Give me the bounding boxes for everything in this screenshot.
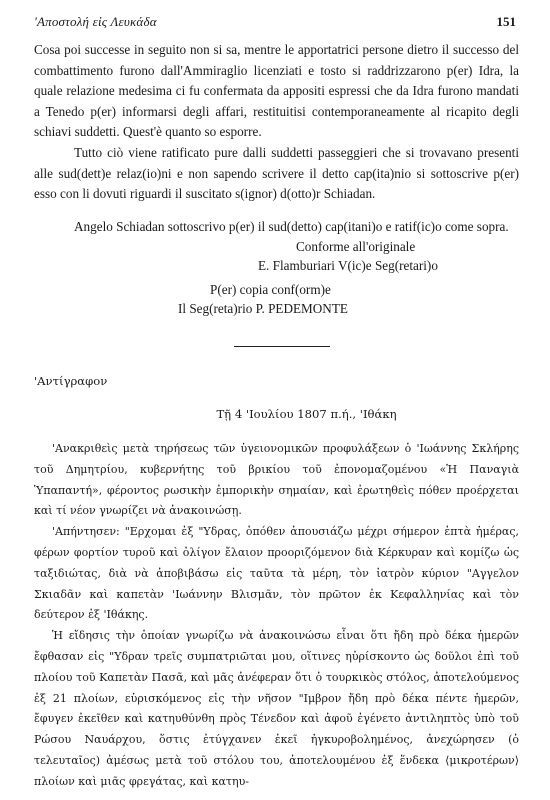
greek-dateline: Τῇ 4 'Ιουλίου 1807 π.ή., 'Ιθάκη	[216, 407, 397, 422]
vice-secretary-line: E. Flamburiari V(ic)e Seg(retari)o	[258, 258, 438, 274]
copy-line: P(er) copia conf(orm)e	[210, 282, 331, 298]
running-head: 'Αποστολή εἰς Λευκάδα	[34, 14, 157, 29]
italian-paragraph-1: Cosa poi successe in seguito non si sa, mentre le apportatrici persone dietro il successo del combattimento furono dall'Ammiraglio licenziati e tosto si raddrizzarono p(er) Idra, la quale relazione medesima ci fu confermata da appositi espressi che da Idra furono mandati a Tenedo p(er) informarsi degli affari, restituitisi contemporaneamente al ricapito degli schiavi suddetti. Quest'è quanto so esporre.	[34, 42, 519, 140]
page-header	[34, 14, 516, 32]
certification-block	[34, 237, 519, 318]
greek-paragraph-3: Ἡ εἴδησις τὴν ὁποίαν γνωρίζω νὰ ἀνακοινώσω εἶναι ὅτι ἤδη πρὸ δέκα ἡμερῶν ἔφθασαν εἰς "Υδραν τρεῖς συμπατριῶται μου, οἵτινες ηὑρίσκοντο ὡς δοῦλοι ἐπὶ τοῦ πλοίου τοῦ Καπετὰν Πασᾶ, καὶ μᾶς ἀνέφεραν ὅτι ὁ τουρκικὸς στόλος, ἀποτελούμενος ἐξ 21 πλοίων, εὑρισκόμενος εἰς τὴν νῆσον "Ιμβρον ἤδη πρὸ δέκα πέντε ἡμερῶν, ἔφυγεν ἐκεῖθεν καὶ κατηυθύνθη πρὸς Τένεδον καὶ ἀφοῦ ἐγένετο ἀντιληπτὸς ὑπὸ τοῦ Ρώσου Ναυάρχου, ὅστις ἐτύγχανεν ἐκεῖ ἠγκυροβολημένος, ἀνεχώρησεν (ὁ τελευταῖος) ἀμέσως μετὰ τοῦ στόλου του, ἀποτελουμένου ἐξ ἕνδεκα ⟨μικροτέρων⟩ πλοίων καὶ μιᾶς φρεγάτας, καὶ κατηυ-	[34, 629, 519, 788]
conforme-line: Conforme all'originale	[296, 239, 416, 255]
greek-section	[34, 371, 519, 792]
secretary-line: Il Seg(reta)rio P. PEDEMONTE	[178, 301, 348, 317]
greek-heading: 'Αντίγραφον	[34, 374, 108, 389]
greek-paragraph-2: 'Απήντησεν: "Ερχομαι ἐξ "Υδρας, ὁπόθεν ἀπουσιάζω μέχρι σήμερον ἑπτὰ ἡμέρας, φέρων φορτίον τυροῦ καὶ ὀλίγον ἔλαιον προοριζόμενον διὰ Κέρκυραν καὶ κομίζω ὡς ταξιδιώτας, διὰ νὰ ἀποβιβάσω εἰς ταῦτα τὰ μέρη, τὸν ἰατρὸν κύριον "Αγγελον Σκιαδᾶν καὶ καπετὰν 'Ιωάννην Βλισμᾶν, τὸν πρῶτον ἐκ Κεφαλληνίας καὶ τὸν δεύτερον ἐξ 'Ιθάκης.	[34, 525, 519, 622]
greek-paragraph-1: 'Ανακριθεὶς μετὰ τηρήσεως τῶν ὑγειονομικῶν προφυλάξεων ὁ 'Ιωάννης Σκλήρης τοῦ Δημητρίου, κυβερνήτης τοῦ βρικίου τοῦ ἐπονομαζομένου «Ἡ Παναγιὰ Ὑπαπαντή», φέροντος ρωσικὴν ἐμπορικὴν σημαίαν, καὶ ἐρωτηθεὶς πόθεν προέρχεται καὶ τί νέον γνωρίζει νὰ ἀνακοινώσῃ.	[34, 441, 519, 518]
italian-section	[34, 40, 519, 237]
italian-signature-line: Angelo Schiadan sottoscrivo p(er) il sud(detto) cap(itani)o e ratif(ic)o come sopra.	[74, 218, 509, 234]
page-number: 151	[496, 14, 516, 29]
page-body	[34, 40, 519, 792]
italian-paragraph-2: Tutto ciò viene ratificato pure dalli suddetti passeggieri che si trovavano presenti alle sud(dett)e relaz(io)ni e non sapendo scrivere il detto cap(ita)nio si sottoscrive p(er) esso con li dovuti riguardi il suscitato s(ignor) d(otto)r Schiadan.	[34, 144, 519, 202]
section-divider	[234, 346, 330, 347]
